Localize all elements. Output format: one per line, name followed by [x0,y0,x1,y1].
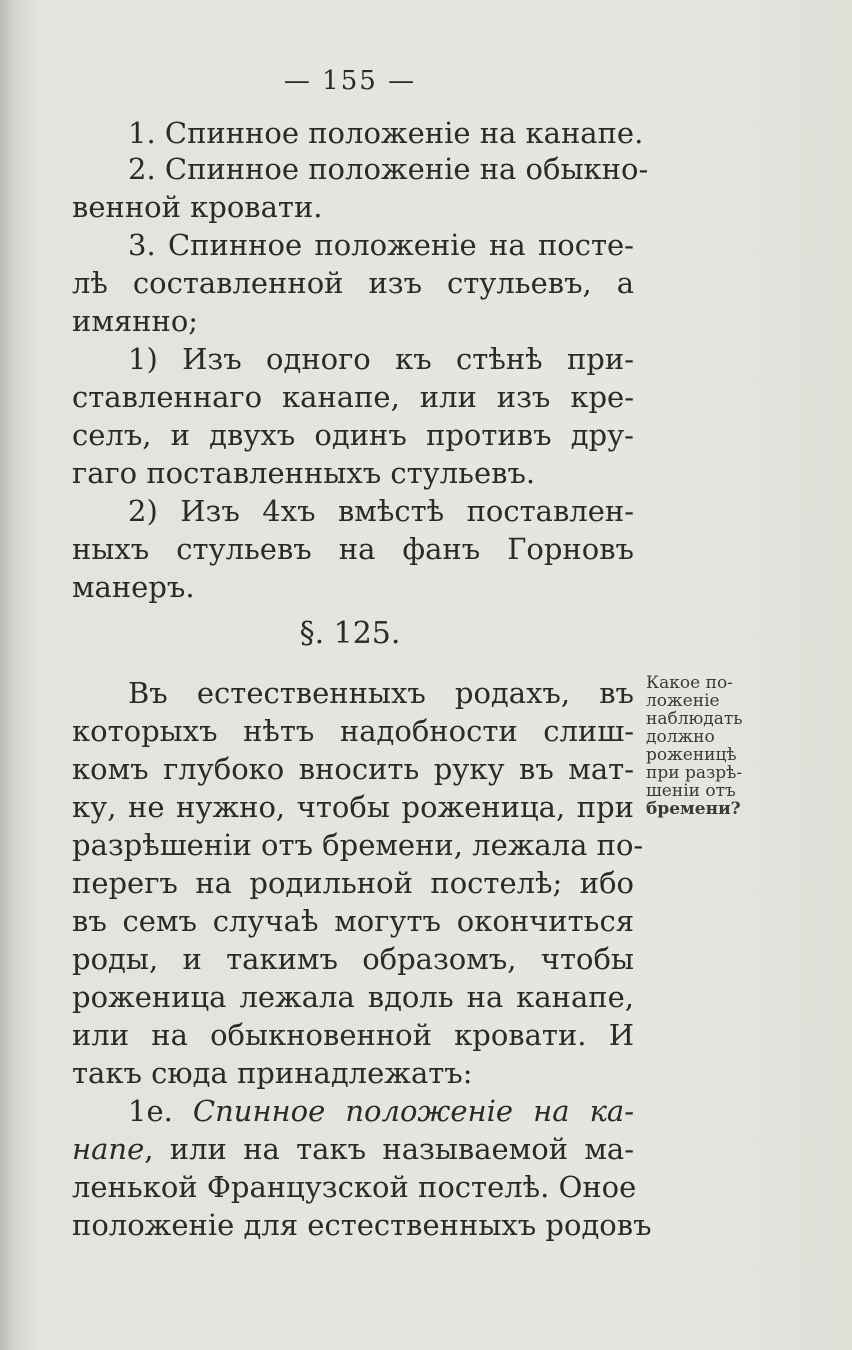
list-item-1: 1. Спинное положеніе на канапе. [128,116,644,150]
margin-note-line-5: роженицѣ [646,745,737,765]
item-1e-number: 1е. [128,1094,173,1128]
list-item-2-cont: венной кровати. [72,190,323,224]
paragraph-line-9: роженица лежала вдоль на канапе, [72,980,634,1014]
sub-item-1: 1) Изъ одного къ стѣнѣ при- [128,342,634,376]
paragraph-line-1: Въ естественныхъ родахъ, въ [128,676,634,710]
paragraph-line-5: разрѣшеніи отъ бремени, лежала по- [72,828,644,862]
item-1e-line-4: положеніе для естественныхъ родовъ [72,1208,652,1242]
page-number: — 155 — [283,66,417,96]
paragraph-line-11: такъ сюда принадлежатъ: [72,1056,473,1090]
paragraph-line-3: комъ глубоко вносить руку въ мат- [72,752,634,786]
sub-item-1-cont-3: гаго поставленныхъ стульевъ. [72,456,536,490]
margin-note-line-4: должно [646,727,715,747]
sub-item-1-cont: ставленнаго канапе, или изъ кре- [72,380,634,414]
item-1e-line-3: ленькой Французской постелѣ. Оное [72,1170,637,1204]
margin-note-line-8: бремени? [646,799,741,819]
item-1e-line-2-rest: , или на такъ называемой ма- [144,1132,634,1166]
paragraph-line-6: перегъ на родильной постелѣ; ибо [72,866,634,900]
margin-note-line-7: шеніи отъ [646,781,736,801]
margin-note-line-2: ложеніе [646,691,720,711]
item-1e-line-1 [128,1094,634,1128]
item-1e-title: Спинное положеніе на ка- [192,1094,634,1128]
sub-item-2-cont: ныхъ стульевъ на фанъ Горновъ [72,532,634,566]
paragraph-line-8: роды, и такимъ образомъ, чтобы [72,942,634,976]
sub-item-2: 2) Изъ 4хъ вмѣстѣ поставлен- [128,494,634,528]
paragraph-line-4: ку, не нужно, чтобы роженица, при [72,790,634,824]
item-1e-line-2 [72,1132,634,1166]
list-item-3: 3. Спинное положеніе на посте- [128,228,634,262]
sub-item-1-cont-2: селъ, и двухъ одинъ противъ дру- [72,418,634,452]
paragraph-line-10: или на обыкновенной кровати. И [72,1018,634,1052]
margin-note-line-6: при разрѣ- [646,763,743,783]
margin-note-line-1: Какое по- [646,673,733,693]
paragraph-line-2: которыхъ нѣтъ надобности слиш- [72,714,634,748]
sub-item-2-cont-2: манеръ. [72,570,195,604]
paragraph-line-7: въ семъ случаѣ могутъ окончиться [72,904,634,938]
margin-note [646,674,796,818]
list-item-3-cont: лѣ составленной изъ стульевъ, а [72,266,634,300]
margin-note-line-3: наблюдать [646,709,743,729]
section-heading: §. 125. [299,616,401,651]
list-item-2: 2. Спинное положеніе на обыкно- [128,152,649,186]
list-item-3-cont-2: имянно; [72,304,199,338]
item-1e-title-cont: напе [72,1132,145,1166]
